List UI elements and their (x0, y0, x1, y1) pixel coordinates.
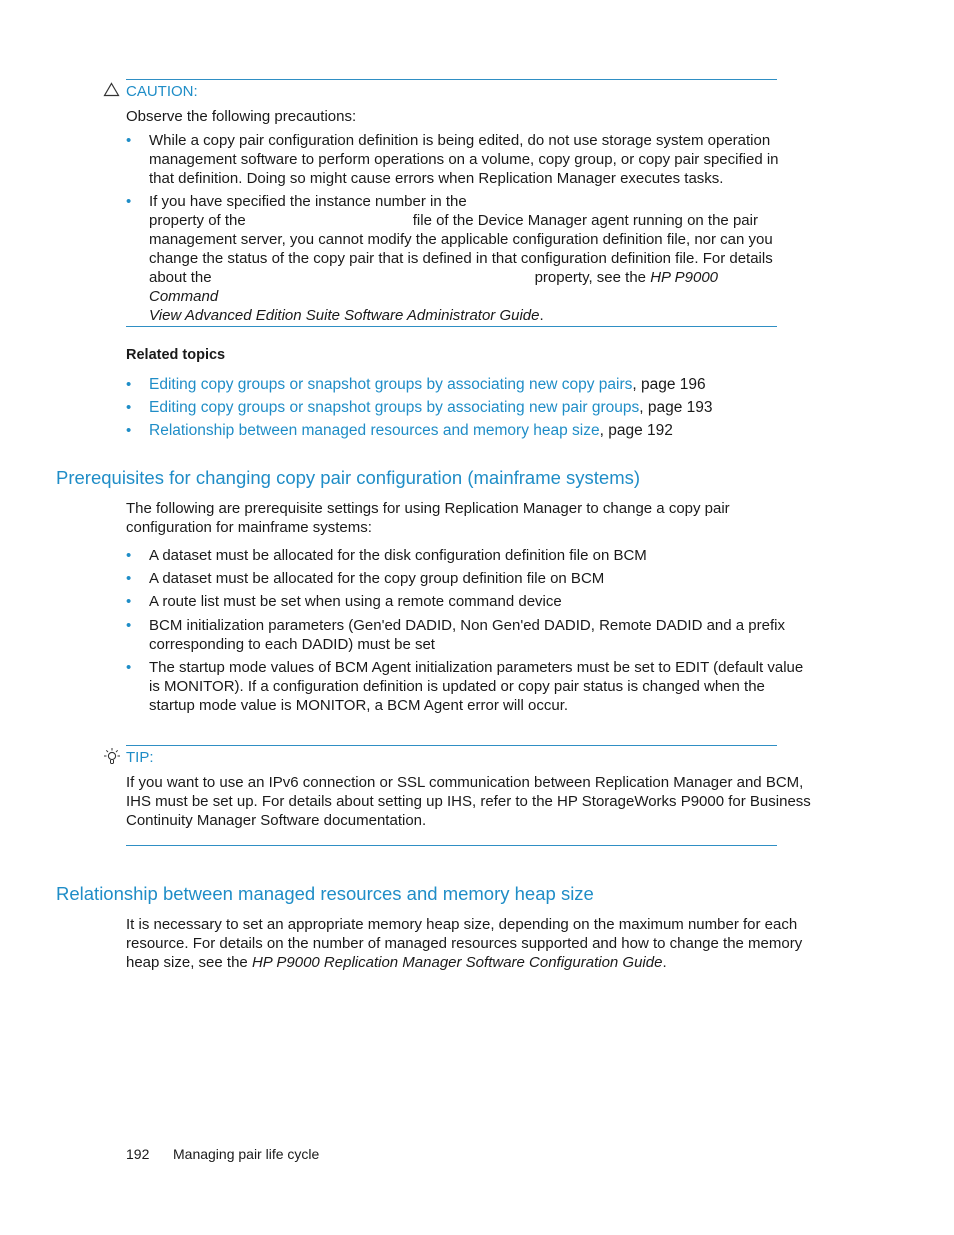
section-heading-prerequisites: Prerequisites for changing copy pair configuration (mainframe systems) (56, 467, 641, 488)
prereq-item: A dataset must be allocated for the disk configuration definition file on BCM (149, 547, 647, 564)
bullet-marker: • (126, 399, 132, 416)
text-line: IHS must be set up. For details about setting up IHS, refer to the HP StorageWorks P9000 for Business (126, 793, 811, 810)
related-topics-heading: Related topics (126, 347, 226, 363)
text-line: The following are prerequisite settings for using Replication Manager to change a copy pair (126, 500, 730, 517)
section2-body (126, 915, 802, 972)
text-line: It is necessary to set an appropriate memory heap size, depending on the maximum number for each (126, 916, 798, 933)
page-ref: , page 196 (632, 376, 706, 393)
text-line: management server, you cannot modify the applicable configuration definition file, nor can you (149, 231, 773, 248)
text-line: startup mode value is MONITOR, a BCM Agent error will occur. (149, 697, 569, 714)
related-link[interactable]: Editing copy groups or snapshot groups by associating new pair groups (149, 399, 640, 416)
page-ref: , page 192 (599, 422, 673, 439)
text-line: While a copy pair configuration definition is being edited, do not use storage system operation (149, 132, 771, 149)
caution-intro: Observe the following precautions: (126, 108, 357, 125)
lightbulb-icon (102, 747, 122, 767)
bullet-marker: • (126, 422, 132, 439)
tip-bottom-rule (126, 845, 777, 846)
caution-top-rule (126, 79, 777, 80)
text-line: corresponding to each DADID) must be set (149, 636, 435, 653)
footer-chapter-title: Managing pair life cycle (173, 1146, 320, 1162)
related-item (149, 421, 673, 440)
tip-top-rule (126, 745, 777, 746)
text-line: change the status of the copy pair that is defined in that configuration definition file. For details (149, 250, 773, 267)
text-line: is MONITOR). If a configuration definition is updated or copy pair status is changed when the (149, 678, 765, 695)
page-ref: , page 193 (639, 399, 713, 416)
caution-triangle-icon (103, 82, 120, 97)
bullet-marker: • (126, 593, 132, 610)
text-line: property of the file of the Device Manager agent running on the pair (149, 212, 758, 229)
text-line: heap size, see the HP P9000 Replication Manager Software Configuration Guide. (126, 954, 667, 971)
prereq-item: A dataset must be allocated for the copy group definition file on BCM (149, 570, 605, 587)
bullet-marker: • (126, 547, 132, 564)
text-line: about the property, see the HP P9000 Command (149, 269, 719, 305)
text-line: If you want to use an IPv6 connection or SSL communication between Replication Manager and BCM, (126, 774, 804, 791)
bullet-marker: • (126, 376, 132, 393)
bullet-marker: • (126, 132, 132, 149)
text-line: If you have specified the instance number in the (149, 193, 467, 210)
bullet-marker: • (126, 617, 132, 634)
text-line: Continuity Manager Software documentation. (126, 812, 427, 829)
caution-bottom-rule (126, 326, 777, 327)
text-line: View Advanced Edition Suite Software Administrator Guide. (149, 307, 544, 324)
section1-intro (126, 499, 730, 537)
prereq-item: A route list must be set when using a remote command device (149, 593, 562, 610)
related-link[interactable]: Relationship between managed resources and memory heap size (149, 422, 600, 439)
caution-bullet-2 (149, 192, 789, 325)
text-line: The startup mode values of BCM Agent initialization parameters must be set to EDIT (default value (149, 659, 804, 676)
text-line: resource. For details on the number of managed resources supported and how to change the memory (126, 935, 803, 952)
text-line: BCM initialization parameters (Gen'ed DADID, Non Gen'ed DADID, Remote DADID and a prefix (149, 617, 785, 634)
prereq-item (149, 616, 785, 654)
related-item (149, 375, 706, 394)
text-line: that definition. Doing so might cause errors when Replication Manager executes tasks. (149, 170, 724, 187)
related-item (149, 398, 713, 417)
related-link[interactable]: Editing copy groups or snapshot groups by associating new copy pairs (149, 376, 633, 393)
page-number: 192 (126, 1146, 150, 1162)
tip-label: TIP: (126, 749, 154, 766)
section-heading-memory-heap: Relationship between managed resources and memory heap size (56, 883, 594, 904)
prereq-item (149, 658, 803, 715)
text-line: management software to perform operations on a volume, copy group, or copy pair specified in (149, 151, 779, 168)
tip-text (126, 773, 811, 830)
caution-bullet-1 (149, 131, 779, 188)
bullet-marker: • (126, 570, 132, 587)
bullet-marker: • (126, 659, 132, 676)
caution-label: CAUTION: (126, 83, 198, 100)
bullet-marker: • (126, 193, 132, 210)
text-line: configuration for mainframe systems: (126, 519, 372, 536)
